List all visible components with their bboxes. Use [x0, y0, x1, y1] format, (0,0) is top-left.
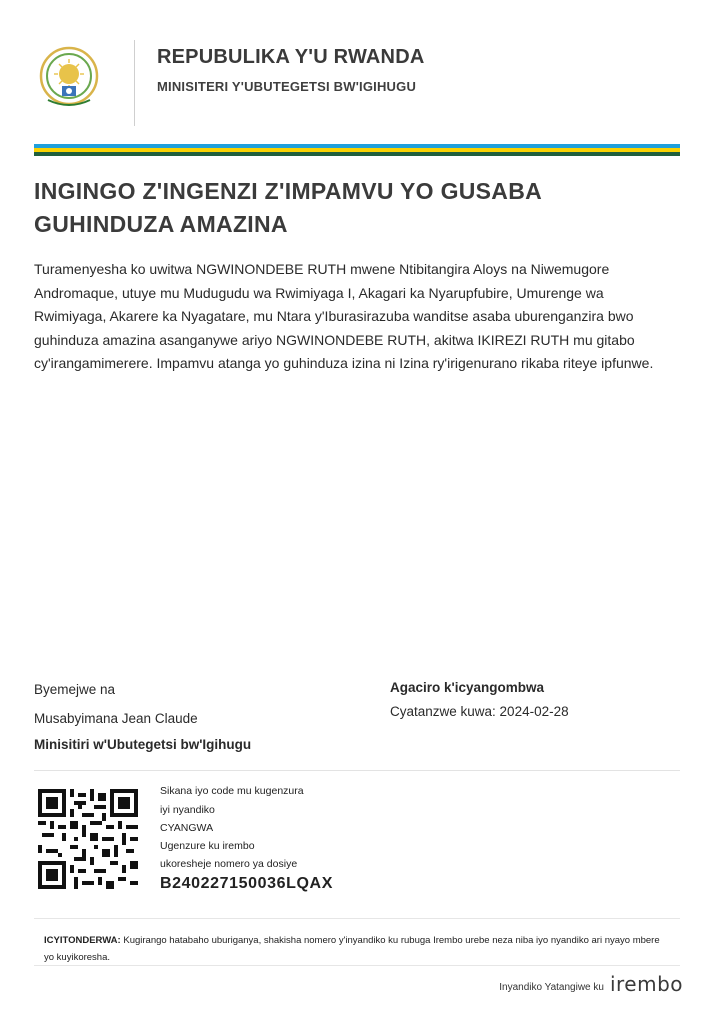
document-body: Turamenyesha ko uwitwa NGWINONDEBE RUTH mwene Ntibitangira Aloys na Niwemugore Andromaque, utuye mu Mudugudu wa Rwimiyaga I, Akagari ka Nyarupfubire, Umurenge wa Rwimiyaga, Akarere ka Nyagatare, mu Ntara y'Iburasirazuba wanditse asaba uburenganzira bwo guhinduza amazina asanganywe ariyo NGWINONDEBE RUTH, akitwa IKIREZI RUTH mu gitabo cy'irangamimerere. Impamvu atanga yo guhinduza izina ni Izina ry'irigenurano rikaba riteye ipfunwe. — [34, 261, 654, 371]
flag-stripe — [34, 144, 680, 156]
section-divider — [34, 770, 680, 771]
signatory-name: Musabyimana Jean Claude — [34, 711, 198, 726]
coat-of-arms-icon — [38, 40, 100, 112]
document-title: INGINGO Z'INGENZI Z'IMPAMVU YO GUSABA GUHINDUZA AMAZINA — [34, 178, 542, 237]
scan-instruction: Sikana iyo code mu kugenzura — [160, 785, 304, 797]
approved-by-label: Byemejwe na — [34, 682, 116, 697]
file-number: B240227150036LQAX — [160, 875, 333, 892]
notice-text: Kugirango hatabaho uburiganya, shakisha nomero y'inyandiko ku rubuga Irembo urebe neza niba iyo nyandiko ari nyayo mbere yo kuyikoresha. — [44, 935, 660, 963]
qr-code-icon — [38, 789, 138, 889]
notice — [44, 932, 664, 966]
header-divider — [134, 40, 135, 126]
republic-title: REPUBULIKA Y'U RWANDA — [157, 46, 425, 68]
notice-label: ICYITONDERWA: — [44, 935, 121, 946]
flag-stripe-green — [34, 152, 680, 156]
footer — [499, 972, 683, 996]
issue-date: Cyatanzwe kuwa: 2024-02-28 — [390, 704, 569, 719]
verify-instruction: Ugenzure ku irembo — [160, 840, 255, 852]
or-label: CYANGWA — [160, 822, 214, 834]
signatory-role: Minisitiri w'Ubutegetsi bw'Igihugu — [34, 737, 252, 752]
irembo-logo: irembo — [609, 972, 683, 996]
scan-instruction-2: iyi nyandiko — [160, 804, 215, 816]
ministry-title: MINISITERI Y'UBUTEGETSI BW'IGIHUGU — [157, 79, 417, 94]
verify-instruction-2: ukoresheje nomero ya dosiye — [160, 858, 298, 870]
footer-text: Inyandiko Yatangiwe ku — [499, 982, 604, 993]
document-value-label: Agaciro k'icyangombwa — [390, 680, 545, 695]
